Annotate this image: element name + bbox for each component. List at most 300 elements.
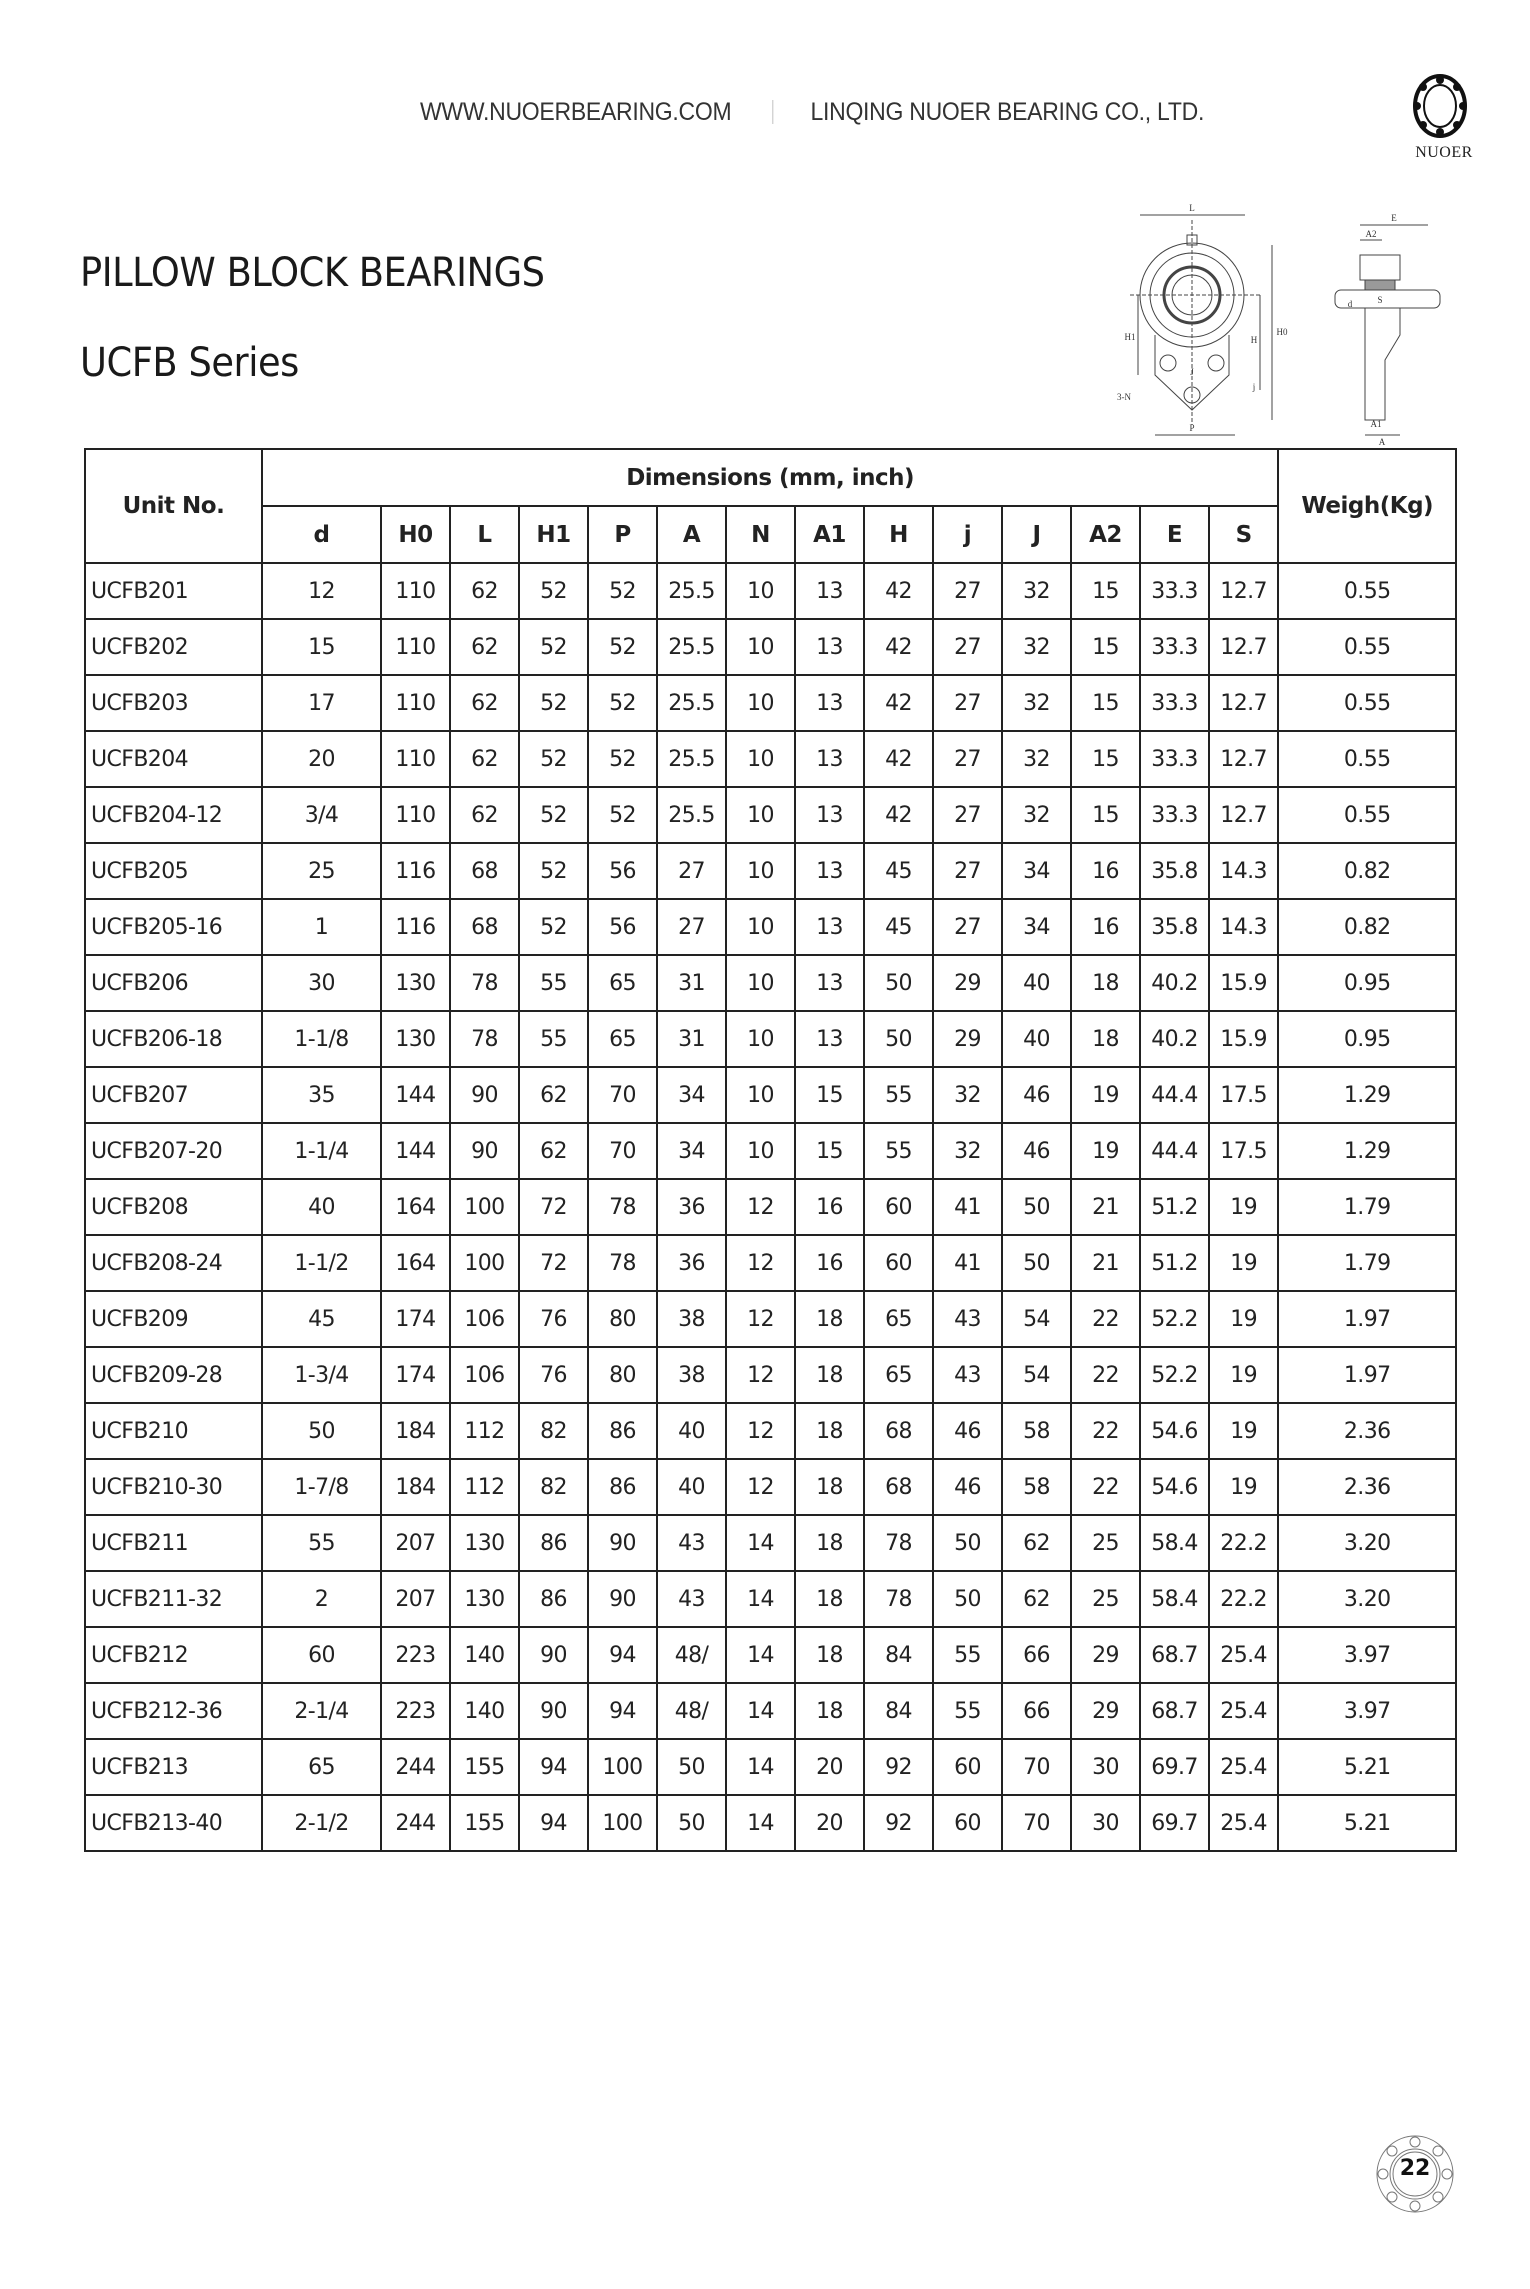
dimension-cell-j: 50 [1002,1235,1071,1291]
dimension-cell-j: 66 [1002,1683,1071,1739]
dimension-cell-h: 42 [864,675,933,731]
dimension-cell-s: 12.7 [1209,731,1278,787]
dimension-cell-n: 10 [726,1067,795,1123]
drawing-label-h1: H1 [1124,332,1136,342]
dimension-cell-j: 32 [1002,787,1071,843]
dimension-cell-j: 70 [1002,1795,1071,1851]
dimension-cell-h: 92 [864,1739,933,1795]
dimension-cell-a1: 18 [795,1459,864,1515]
dimension-cell-a: 40 [657,1403,726,1459]
dimension-cell-p: 90 [588,1571,657,1627]
dimension-cell-d: 15 [262,619,381,675]
dimension-cell-d: 55 [262,1515,381,1571]
dimension-cell-a1: 18 [795,1403,864,1459]
dimension-cell-a2: 25 [1071,1571,1140,1627]
dimension-cell-n: 10 [726,1011,795,1067]
table-row [85,843,1456,899]
series-subtitle: UCFB Series [80,340,299,386]
drawing-label-a1: A1 [1370,419,1382,429]
dimension-cell-s: 25.4 [1209,1683,1278,1739]
table-row [85,563,1456,619]
dimension-cell-h1: 90 [519,1683,588,1739]
technical-drawing [1110,195,1460,445]
dimension-cell-e: 52.2 [1140,1291,1209,1347]
dimension-cell-h: 84 [864,1683,933,1739]
weight-cell: 0.95 [1278,1011,1456,1067]
dimension-cell-a1: 20 [795,1739,864,1795]
unit-no-cell: UCFB208 [85,1179,262,1235]
dimension-cell-d: 65 [262,1739,381,1795]
dimension-cell-h: 78 [864,1571,933,1627]
dimension-cell-a1: 15 [795,1123,864,1179]
dimension-cell-h0: 130 [381,1011,450,1067]
dimension-cell-s: 25.4 [1209,1739,1278,1795]
weight-cell: 3.97 [1278,1683,1456,1739]
dimension-cell-a2: 15 [1071,787,1140,843]
dimension-cell-l: 90 [450,1067,519,1123]
dimension-cell-s: 22.2 [1209,1571,1278,1627]
dimension-cell-n: 12 [726,1403,795,1459]
drawing-label-j-upper: J [1190,367,1194,377]
dimension-cell-n: 14 [726,1571,795,1627]
dimension-cell-h: 65 [864,1291,933,1347]
dimension-cell-s: 19 [1209,1347,1278,1403]
dimension-cell-h1: 76 [519,1291,588,1347]
table-row [85,1459,1456,1515]
dimension-cell-p: 65 [588,955,657,1011]
dimension-cell-s: 12.7 [1209,787,1278,843]
dimension-cell-a2: 19 [1071,1067,1140,1123]
dimension-cell-h: 55 [864,1123,933,1179]
dimension-cell-h0: 244 [381,1739,450,1795]
dimensions-table [84,448,1457,1852]
dimension-cell-a1: 13 [795,675,864,731]
page-header [420,92,1204,132]
dimension-cell-j: 27 [933,787,1002,843]
dimension-cell-h0: 207 [381,1515,450,1571]
dimension-cell-a: 25.5 [657,619,726,675]
dimension-cell-a: 50 [657,1795,726,1851]
weight-cell: 3.20 [1278,1571,1456,1627]
dimension-cell-h: 42 [864,563,933,619]
dimension-cell-h0: 164 [381,1235,450,1291]
unit-no-cell: UCFB209 [85,1291,262,1347]
company-name: LINQING NUOER BEARING CO., LTD. [810,97,1205,126]
dimension-cell-d: 40 [262,1179,381,1235]
dimension-cell-j: 41 [933,1235,1002,1291]
dimension-cell-h: 78 [864,1515,933,1571]
dimension-cell-h0: 110 [381,787,450,843]
dimension-cell-n: 12 [726,1235,795,1291]
dimension-cell-j: 46 [1002,1067,1071,1123]
dimension-cell-h1: 52 [519,899,588,955]
dimensions-header: Dimensions (mm, inch) [262,449,1278,506]
weight-cell: 0.55 [1278,563,1456,619]
dimension-cell-l: 90 [450,1123,519,1179]
dimension-cell-n: 10 [726,843,795,899]
dimension-cell-e: 54.6 [1140,1403,1209,1459]
dimension-cell-d: 35 [262,1067,381,1123]
table-row [85,1683,1456,1739]
column-header-j: J [1002,506,1071,563]
column-header-h: H [864,506,933,563]
dimension-cell-a2: 22 [1071,1403,1140,1459]
dimension-cell-j: 27 [933,563,1002,619]
dimension-cell-a2: 25 [1071,1515,1140,1571]
dimension-cell-l: 106 [450,1291,519,1347]
dimension-cell-e: 58.4 [1140,1515,1209,1571]
dimension-cell-l: 130 [450,1571,519,1627]
dimension-cell-h0: 244 [381,1795,450,1851]
dimension-cell-h1: 86 [519,1571,588,1627]
dimension-cell-a: 38 [657,1347,726,1403]
column-header-h1: H1 [519,506,588,563]
unit-no-cell: UCFB213-40 [85,1795,262,1851]
dimension-cell-p: 65 [588,1011,657,1067]
dimension-cell-j: 55 [933,1683,1002,1739]
dimension-cell-a2: 15 [1071,619,1140,675]
dimension-cell-a: 36 [657,1235,726,1291]
dimension-cell-a1: 20 [795,1795,864,1851]
unit-no-cell: UCFB206 [85,955,262,1011]
dimension-cell-j: 29 [933,955,1002,1011]
dimension-cell-h1: 90 [519,1627,588,1683]
dimension-cell-j: 27 [933,843,1002,899]
dimension-cell-a2: 21 [1071,1235,1140,1291]
dimension-cell-a2: 22 [1071,1291,1140,1347]
dimension-cell-h0: 110 [381,675,450,731]
dimension-cell-p: 86 [588,1459,657,1515]
dimension-cell-a: 25.5 [657,675,726,731]
dimension-cell-a2: 15 [1071,675,1140,731]
dimension-cell-n: 12 [726,1179,795,1235]
dimension-cell-a2: 30 [1071,1739,1140,1795]
dimension-cell-a1: 13 [795,787,864,843]
dimension-cell-a1: 18 [795,1571,864,1627]
dimension-cell-a: 31 [657,1011,726,1067]
dimension-cell-d: 1-1/8 [262,1011,381,1067]
dimension-cell-s: 19 [1209,1179,1278,1235]
dimension-cell-n: 14 [726,1515,795,1571]
dimension-cell-n: 12 [726,1291,795,1347]
dimension-cell-j: 27 [933,619,1002,675]
weight-cell: 2.36 [1278,1459,1456,1515]
dimension-cell-d: 1-1/4 [262,1123,381,1179]
dimension-cell-a1: 13 [795,563,864,619]
dimension-cell-j: 32 [933,1123,1002,1179]
weight-cell: 1.79 [1278,1235,1456,1291]
dimension-cell-j: 29 [933,1011,1002,1067]
dimension-cell-j: 70 [1002,1739,1071,1795]
table-row [85,1291,1456,1347]
column-header-a: A [657,506,726,563]
dimension-cell-e: 58.4 [1140,1571,1209,1627]
weight-cell: 1.97 [1278,1291,1456,1347]
dimension-cell-j: 50 [933,1571,1002,1627]
logo-text: NUOER [1415,144,1473,161]
dimension-cell-a: 27 [657,843,726,899]
dimension-cell-s: 12.7 [1209,619,1278,675]
dimension-cell-h1: 52 [519,619,588,675]
dimension-cell-d: 45 [262,1291,381,1347]
dimension-cell-h1: 52 [519,731,588,787]
dimension-cell-n: 14 [726,1795,795,1851]
dimension-cell-l: 62 [450,787,519,843]
website-url: WWW.NUOERBEARING.COM [420,97,732,126]
dimension-cell-e: 69.7 [1140,1795,1209,1851]
column-header-a1: A1 [795,506,864,563]
dimension-cell-h1: 82 [519,1459,588,1515]
dimension-cell-l: 140 [450,1683,519,1739]
dimension-cell-h1: 82 [519,1403,588,1459]
dimension-cell-n: 12 [726,1459,795,1515]
dimension-cell-n: 14 [726,1739,795,1795]
table-row [85,1179,1456,1235]
unit-no-cell: UCFB213 [85,1739,262,1795]
dimension-cell-h0: 144 [381,1067,450,1123]
dimension-cell-l: 130 [450,1515,519,1571]
dimension-cell-e: 33.3 [1140,787,1209,843]
dimension-cell-a: 36 [657,1179,726,1235]
dimension-cell-a1: 13 [795,955,864,1011]
unit-no-cell: UCFB208-24 [85,1235,262,1291]
header-divider [773,100,774,124]
dimension-cell-h: 50 [864,955,933,1011]
table-row [85,1123,1456,1179]
dimension-cell-d: 1-3/4 [262,1347,381,1403]
dimension-cell-a: 25.5 [657,787,726,843]
weight-cell: 1.29 [1278,1067,1456,1123]
dimension-cell-h0: 110 [381,563,450,619]
table-row [85,1235,1456,1291]
dimension-cell-d: 1 [262,899,381,955]
drawing-label-e: E [1391,213,1397,223]
table-row [85,1739,1456,1795]
page-title: PILLOW BLOCK BEARINGS [80,250,545,296]
unit-no-cell: UCFB201 [85,563,262,619]
dimension-cell-h: 42 [864,731,933,787]
dimension-cell-p: 100 [588,1739,657,1795]
dimension-cell-a2: 18 [1071,955,1140,1011]
dimension-cell-d: 60 [262,1627,381,1683]
dimension-cell-h: 84 [864,1627,933,1683]
dimension-cell-n: 10 [726,675,795,731]
column-header-p: P [588,506,657,563]
dimension-cell-h1: 76 [519,1347,588,1403]
dimension-cell-e: 51.2 [1140,1235,1209,1291]
table-row [85,899,1456,955]
dimension-cell-n: 10 [726,619,795,675]
dimension-cell-d: 25 [262,843,381,899]
dimension-cell-h1: 55 [519,955,588,1011]
dimension-cell-l: 62 [450,563,519,619]
dimension-cell-j: 32 [933,1067,1002,1123]
dimension-cell-j: 55 [933,1627,1002,1683]
dimension-cell-j: 46 [933,1459,1002,1515]
dimension-cell-p: 94 [588,1683,657,1739]
dimension-cell-s: 25.4 [1209,1795,1278,1851]
dimension-cell-d: 1-7/8 [262,1459,381,1515]
weight-cell: 5.21 [1278,1739,1456,1795]
dimension-cell-h0: 164 [381,1179,450,1235]
dimension-cell-j: 60 [933,1795,1002,1851]
dimension-cell-l: 100 [450,1235,519,1291]
dimension-cell-j: 43 [933,1347,1002,1403]
dimension-cell-e: 33.3 [1140,619,1209,675]
dimension-cell-e: 69.7 [1140,1739,1209,1795]
dimension-cell-a: 25.5 [657,731,726,787]
weight-cell: 0.82 [1278,899,1456,955]
dimension-cell-a1: 13 [795,1011,864,1067]
dimension-cell-e: 35.8 [1140,843,1209,899]
dimension-cell-s: 25.4 [1209,1627,1278,1683]
unit-no-cell: UCFB211-32 [85,1571,262,1627]
dimension-cell-s: 12.7 [1209,675,1278,731]
dimension-cell-h0: 174 [381,1347,450,1403]
table-row [85,675,1456,731]
dimension-cell-e: 33.3 [1140,563,1209,619]
column-header-j: j [933,506,1002,563]
dimension-cell-n: 10 [726,955,795,1011]
dimension-cell-j: 34 [1002,843,1071,899]
unit-no-cell: UCFB203 [85,675,262,731]
dimension-cell-d: 2-1/4 [262,1683,381,1739]
dimension-cell-a2: 18 [1071,1011,1140,1067]
dimension-cell-p: 86 [588,1403,657,1459]
dimension-cell-s: 22.2 [1209,1515,1278,1571]
dimension-cell-l: 68 [450,843,519,899]
table-row [85,619,1456,675]
table-row [85,1795,1456,1851]
dimension-cell-l: 62 [450,619,519,675]
dimension-cell-j: 46 [1002,1123,1071,1179]
dimension-cell-a1: 15 [795,1067,864,1123]
weight-cell: 1.97 [1278,1347,1456,1403]
dimension-cell-l: 78 [450,955,519,1011]
dimension-cell-s: 19 [1209,1235,1278,1291]
unit-no-cell: UCFB212 [85,1627,262,1683]
dimension-cell-j: 43 [933,1291,1002,1347]
dimension-cell-j: 27 [933,731,1002,787]
dimension-cell-h0: 110 [381,619,450,675]
dimension-cell-p: 80 [588,1347,657,1403]
column-header-n: N [726,506,795,563]
dimension-cell-n: 10 [726,563,795,619]
dimension-cell-j: 32 [1002,731,1071,787]
dimension-cell-j: 41 [933,1179,1002,1235]
dimension-cell-a2: 19 [1071,1123,1140,1179]
dimension-cell-j: 62 [1002,1571,1071,1627]
dimension-cell-j: 62 [1002,1515,1071,1571]
dimension-cell-e: 51.2 [1140,1179,1209,1235]
dimension-cell-e: 52.2 [1140,1347,1209,1403]
dimension-cell-a: 31 [657,955,726,1011]
dimension-cell-p: 52 [588,619,657,675]
dimension-cell-j: 32 [1002,619,1071,675]
dimension-cell-j: 27 [933,899,1002,955]
dimension-cell-j: 50 [933,1515,1002,1571]
dimension-cell-d: 50 [262,1403,381,1459]
drawing-label-s: S [1377,295,1383,305]
dimension-cell-a2: 21 [1071,1179,1140,1235]
dimension-cell-e: 44.4 [1140,1067,1209,1123]
dimension-cell-a1: 16 [795,1235,864,1291]
dimension-cell-a2: 30 [1071,1795,1140,1851]
dimension-cell-l: 62 [450,675,519,731]
dimension-cell-a2: 22 [1071,1347,1140,1403]
dimension-cell-a: 34 [657,1123,726,1179]
drawing-label-d: d [1347,299,1353,309]
drawing-label-j-lower: j [1252,382,1256,392]
dimension-cell-s: 19 [1209,1459,1278,1515]
unit-no-cell: UCFB202 [85,619,262,675]
dimension-cell-p: 52 [588,563,657,619]
dimension-cell-n: 10 [726,731,795,787]
dimension-cell-d: 30 [262,955,381,1011]
dimension-cell-a2: 15 [1071,563,1140,619]
dimension-cell-a2: 22 [1071,1459,1140,1515]
weight-cell: 5.21 [1278,1795,1456,1851]
table-row [85,731,1456,787]
table-row [85,787,1456,843]
table-row [85,1571,1456,1627]
dimension-cell-d: 17 [262,675,381,731]
dimension-cell-a1: 18 [795,1347,864,1403]
dimension-cell-h1: 72 [519,1179,588,1235]
weight-cell: 1.79 [1278,1179,1456,1235]
dimension-cell-a: 48/ [657,1683,726,1739]
dimension-cell-h: 68 [864,1403,933,1459]
dimension-cell-h0: 116 [381,843,450,899]
column-header-h0: H0 [381,506,450,563]
dimension-cell-j: 60 [933,1739,1002,1795]
column-header-d: d [262,506,381,563]
dimension-cell-h0: 130 [381,955,450,1011]
dimension-cell-p: 56 [588,843,657,899]
weight-cell: 3.20 [1278,1515,1456,1571]
dimension-cell-a2: 16 [1071,843,1140,899]
dimension-cell-a2: 29 [1071,1627,1140,1683]
dimension-cell-d: 3/4 [262,787,381,843]
dimension-cell-h0: 184 [381,1459,450,1515]
dimension-cell-n: 14 [726,1683,795,1739]
dimension-cell-j: 40 [1002,955,1071,1011]
dimension-cell-a1: 16 [795,1179,864,1235]
dimension-cell-h0: 110 [381,731,450,787]
dimension-cell-j: 54 [1002,1291,1071,1347]
dimension-cell-n: 10 [726,787,795,843]
dimension-cell-h: 45 [864,843,933,899]
dimension-cell-h1: 72 [519,1235,588,1291]
dimension-cell-s: 19 [1209,1403,1278,1459]
dimension-cell-h: 60 [864,1235,933,1291]
dimension-cell-e: 35.8 [1140,899,1209,955]
dimension-cell-j: 58 [1002,1459,1071,1515]
dimension-cell-h0: 184 [381,1403,450,1459]
dimension-cell-s: 12.7 [1209,563,1278,619]
dimension-cell-h: 45 [864,899,933,955]
dimension-cell-s: 19 [1209,1291,1278,1347]
dimension-cell-h1: 55 [519,1011,588,1067]
dimension-cell-l: 100 [450,1179,519,1235]
dimension-cell-p: 78 [588,1179,657,1235]
dimension-cell-d: 12 [262,563,381,619]
dimension-cell-n: 10 [726,1123,795,1179]
dimension-cell-e: 33.3 [1140,731,1209,787]
dimension-cell-a: 50 [657,1739,726,1795]
drawing-label-p: P [1189,423,1195,433]
unit-no-cell: UCFB207-20 [85,1123,262,1179]
